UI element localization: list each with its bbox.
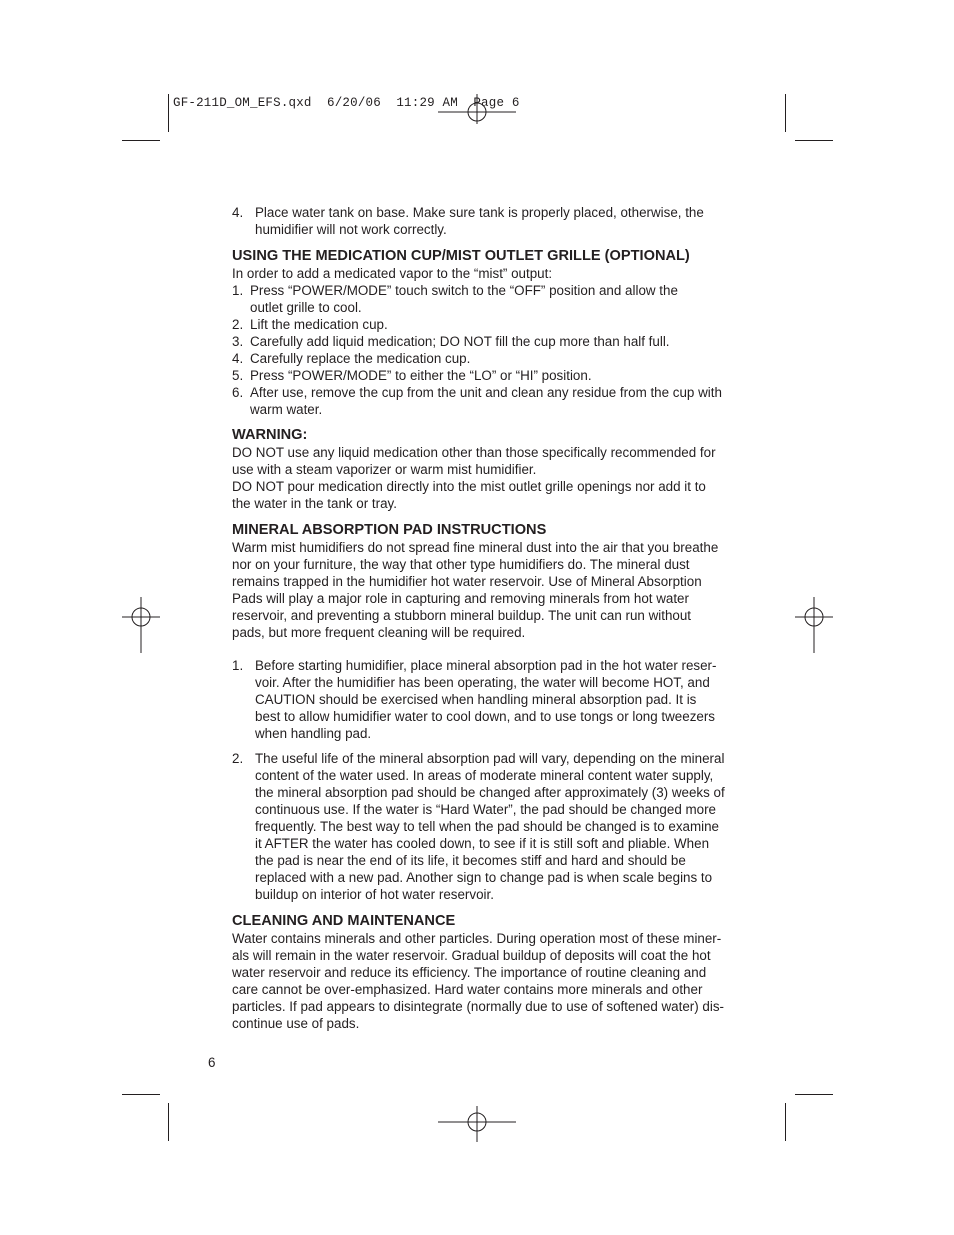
section-intro: In order to add a medicated vapor to the “mist” output: bbox=[232, 266, 553, 281]
step-text: buildup on interior of hot water reservoir. bbox=[255, 887, 494, 902]
paragraph-line: remains trapped in the humidifier hot water reservoir. Use of Mineral Absorption bbox=[232, 574, 702, 589]
step-text: After use, remove the cup from the unit and clean any residue from the cup with bbox=[250, 385, 722, 400]
step-text: replaced with a new pad. Another sign to change pad is when scale begins to bbox=[255, 870, 713, 885]
paragraph-line: Pads will play a major role in capturing and removing minerals from hot water bbox=[232, 591, 689, 606]
step-text: CAUTION should be exercised when handling mineral absorption pad. It is bbox=[255, 692, 697, 707]
list-item bbox=[232, 657, 738, 742]
step-number: 4. bbox=[232, 351, 244, 366]
step-number: 3. bbox=[232, 334, 244, 349]
step-text: it AFTER the water has cooled down, to see if it is still soft and pliable. When bbox=[255, 836, 710, 851]
list-item bbox=[232, 333, 738, 350]
step-number: 5. bbox=[232, 368, 244, 383]
warning-text: DO NOT pour medication directly into the mist outlet grille openings nor add it to bbox=[232, 479, 706, 494]
step-text: outlet grille to cool. bbox=[250, 300, 362, 315]
step-number: 1. bbox=[232, 658, 244, 673]
registration-mark-icon bbox=[438, 1104, 516, 1142]
paragraph-line: als will remain in the water reservoir. Gradual buildup of deposits will coat the hot bbox=[232, 948, 711, 963]
page-body bbox=[232, 204, 738, 1032]
crop-mark bbox=[168, 1103, 169, 1141]
file-slug: GF-211D_OM_EFS.qxd 6/20/06 11:29 AM Page 6 bbox=[173, 96, 520, 110]
list-item bbox=[232, 350, 738, 367]
paragraph-line: Warm mist humidifiers do not spread fine mineral dust into the air that you breathe bbox=[232, 540, 719, 555]
section-heading-warning: WARNING: bbox=[232, 427, 308, 443]
step-text: Place water tank on base. Make sure tank is properly placed, otherwise, the bbox=[255, 205, 704, 220]
step-text: the pad is near the end of its life, it becomes stiff and hard and should be bbox=[255, 853, 686, 868]
section-heading-mineral: MINERAL ABSORPTION PAD INSTRUCTIONS bbox=[232, 522, 547, 538]
paragraph-line: nor on your furniture, the way that other type humidifiers do. The mineral dust bbox=[232, 557, 690, 572]
step-text: the mineral absorption pad should be changed after approximately (3) weeks of bbox=[255, 785, 725, 800]
paragraph-line: Water contains minerals and other particles. During operation most of these miner- bbox=[232, 931, 722, 946]
section-heading-cleaning: CLEANING AND MAINTENANCE bbox=[232, 913, 456, 929]
paragraph-line: pads, but more frequent cleaning will be required. bbox=[232, 625, 526, 640]
warning-text: DO NOT use any liquid medication other than those specifically recommended for bbox=[232, 445, 716, 460]
crop-mark bbox=[168, 94, 169, 132]
registration-mark-icon bbox=[438, 94, 516, 132]
step-text: Carefully add liquid medication; DO NOT fill the cup more than half full. bbox=[250, 334, 670, 349]
page-number: 6 bbox=[208, 1055, 216, 1070]
list-item bbox=[232, 367, 738, 384]
warning-text: the water in the tank or tray. bbox=[232, 496, 397, 511]
step-number: 1. bbox=[232, 283, 244, 298]
crop-mark bbox=[795, 140, 833, 141]
step-number: 2. bbox=[232, 317, 244, 332]
list-item bbox=[232, 384, 738, 418]
step-text: continuous use. If the water is “Hard Water”, the pad should be changed more bbox=[255, 802, 716, 817]
crop-mark bbox=[122, 1094, 160, 1095]
crop-mark bbox=[785, 94, 786, 132]
paragraph-line: continue use of pads. bbox=[232, 1016, 360, 1031]
step-text: Before starting humidifier, place mineral absorption pad in the hot water reser- bbox=[255, 658, 717, 673]
step-text: warm water. bbox=[250, 402, 323, 417]
list-item bbox=[232, 204, 738, 238]
warning-text: use with a steam vaporizer or warm mist humidifier. bbox=[232, 462, 537, 477]
list-item bbox=[232, 316, 738, 333]
registration-mark-icon bbox=[122, 597, 160, 653]
crop-mark bbox=[795, 1094, 833, 1095]
registration-mark-icon bbox=[795, 597, 833, 653]
crop-mark bbox=[785, 1103, 786, 1141]
step-number: 6. bbox=[232, 385, 244, 400]
paragraph-line: water reservoir and reduce its efficiency. The importance of routine cleaning and bbox=[232, 965, 707, 980]
step-text: frequently. The best way to tell when the pad should be changed is to examine bbox=[255, 819, 720, 834]
step-text: Press “POWER/MODE” touch switch to the “OFF” position and allow the bbox=[250, 283, 678, 298]
step-number: 4. bbox=[232, 205, 244, 220]
step-text: Lift the medication cup. bbox=[250, 317, 388, 332]
step-text: The useful life of the mineral absorption pad will vary, depending on the mineral bbox=[255, 751, 725, 766]
step-text: humidifier will not work correctly. bbox=[255, 222, 447, 237]
step-number: 2. bbox=[232, 751, 244, 766]
step-text: when handling pad. bbox=[255, 726, 372, 741]
crop-mark bbox=[122, 140, 160, 141]
paragraph-line: reservoir, and preventing a stubborn mineral buildup. The unit can run without bbox=[232, 608, 692, 623]
section-heading-medication: USING THE MEDICATION CUP/MIST OUTLET GRILLE (OPTIONAL) bbox=[232, 248, 690, 264]
step-text: voir. After the humidifier has been operating, the water will become HOT, and bbox=[255, 675, 710, 690]
step-text: Carefully replace the medication cup. bbox=[250, 351, 471, 366]
step-text: Press “POWER/MODE” to either the “LO” or “HI” position. bbox=[250, 368, 592, 383]
paragraph-line: care cannot be over-emphasized. Hard water contains more minerals and other bbox=[232, 982, 703, 997]
step-text: content of the water used. In areas of moderate mineral content water supply, bbox=[255, 768, 714, 783]
paragraph-line: particles. If pad appears to disintegrate (normally due to use of softened water) dis- bbox=[232, 999, 724, 1014]
step-text: best to allow humidifier water to cool down, and to use tongs or long tweezers bbox=[255, 709, 715, 724]
list-item bbox=[232, 750, 738, 903]
list-item bbox=[232, 282, 738, 316]
